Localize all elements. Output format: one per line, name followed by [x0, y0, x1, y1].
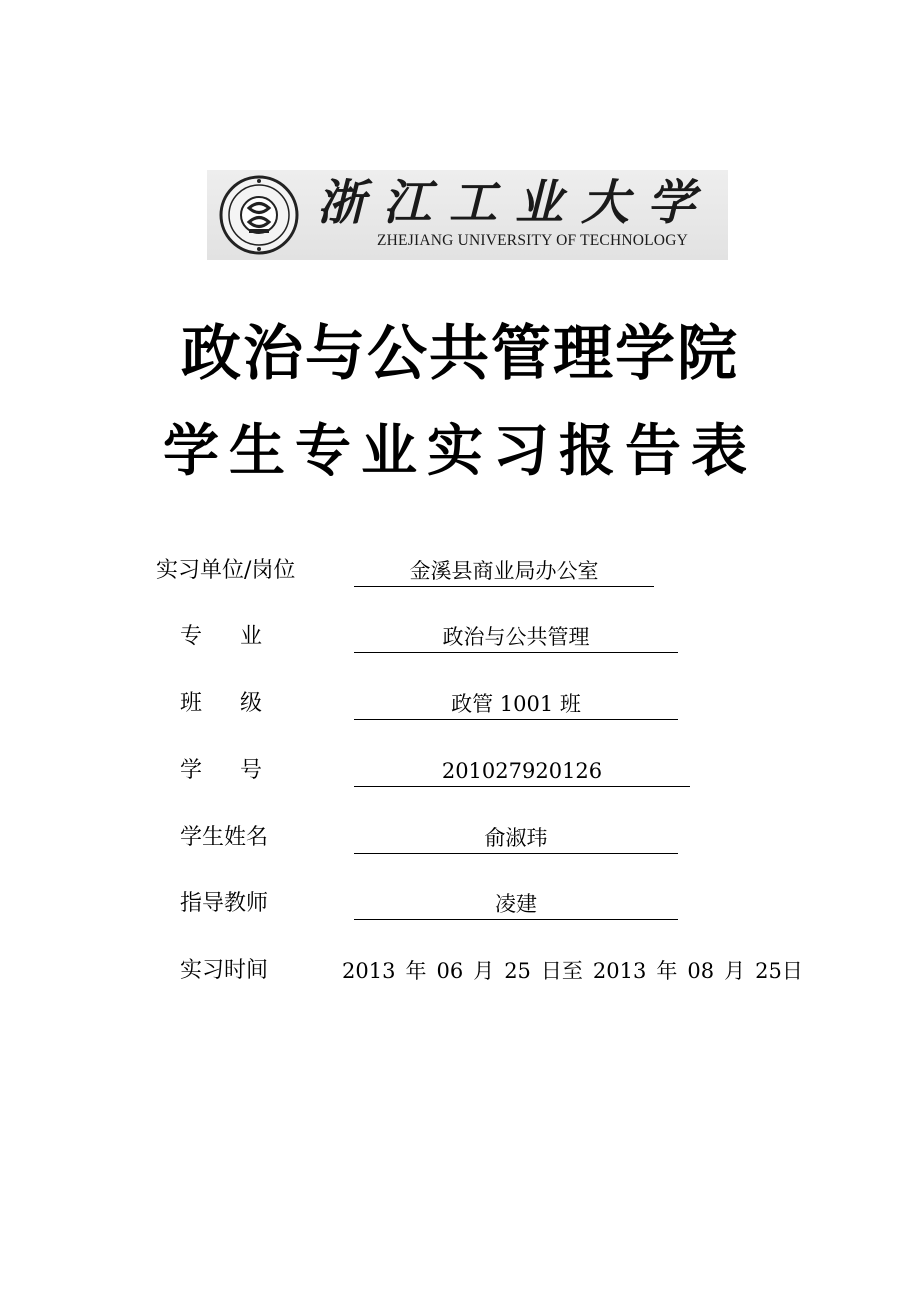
period-month-char: 月	[473, 959, 495, 983]
student-name-label: 学生姓名	[180, 825, 269, 850]
period-label: 实习时间	[180, 958, 269, 983]
period-end-year: 2013	[592, 959, 647, 983]
period-year-char-2: 年	[656, 959, 678, 983]
form-title: 学生专业实习报告表	[163, 418, 757, 484]
period-start-month: 06	[436, 959, 464, 983]
period-end-month: 08	[687, 959, 715, 983]
period-year-char: 年	[405, 959, 427, 983]
unit-value: 金溪县商业局办公室	[354, 556, 654, 587]
university-seal-icon	[219, 175, 299, 255]
period-day-char: 日	[781, 959, 803, 983]
advisor-value: 凌建	[354, 889, 678, 920]
major-value: 政治与公共管理	[354, 622, 678, 653]
period-start-year: 2013	[342, 959, 396, 983]
university-english-name: ZHEJIANG UNIVERSITY OF TECHNOLOGY	[377, 232, 688, 249]
advisor-label: 指导教师	[180, 891, 269, 916]
period-start-day: 25	[504, 959, 531, 983]
unit-label: 实习单位/岗位	[156, 558, 296, 583]
period-end-day: 25	[755, 959, 782, 983]
major-label: 专业	[180, 624, 301, 649]
internship-period	[342, 956, 803, 986]
period-day-to: 日至	[540, 959, 583, 983]
class-value: 政管 1001 班	[354, 689, 678, 720]
student-id-value: 201027920126	[354, 756, 690, 787]
college-title: 政治与公共管理学院	[181, 319, 739, 389]
university-name-calligraphy: 浙江工业大学	[317, 175, 714, 231]
period-month-char-2: 月	[724, 959, 746, 983]
student-id-label: 学号	[180, 758, 301, 783]
student-name-value: 俞淑玮	[354, 823, 678, 854]
class-label: 班级	[180, 691, 301, 716]
university-logo-banner	[207, 170, 728, 260]
